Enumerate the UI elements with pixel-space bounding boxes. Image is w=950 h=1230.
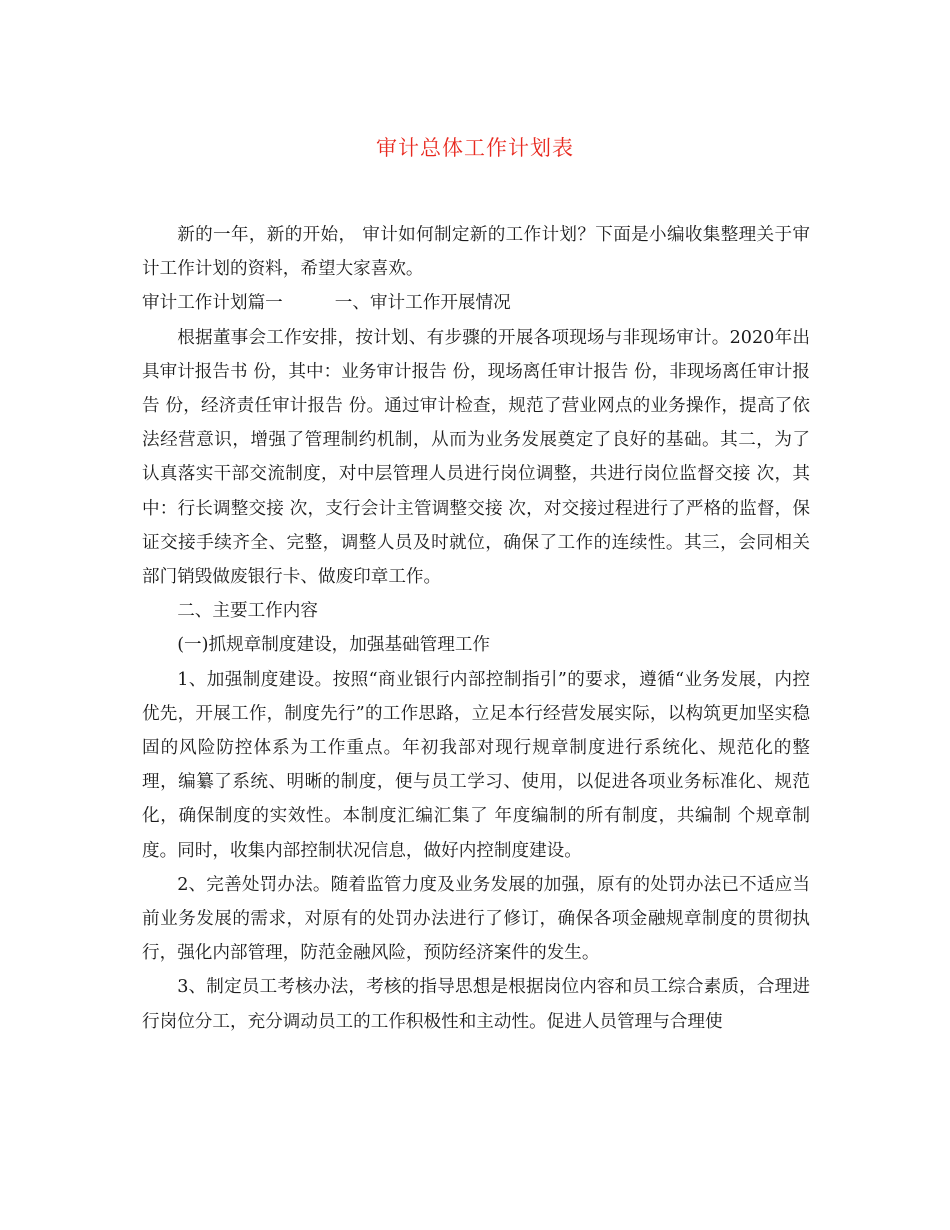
- intro-paragraph: 新的一年，新的开始， 审计如何制定新的工作计划？下面是小编收集整理关于审计工作计划的资料，希望大家喜欢。: [142, 225, 810, 280]
- section1-heading: 一、审计工作开展情况: [334, 293, 511, 314]
- item3-paragraph: 3、制定员工考核办法，考核的指导思想是根据岗位内容和员工综合素质，合理进行岗位分工，充分调动员工的工作积极性和主动性。促进人员管理与合理使: [142, 977, 810, 1032]
- part-heading-line: [142, 286, 810, 320]
- item2-paragraph: 2、完善处罚办法。随着监管力度及业务发展的加强，原有的处罚办法已不适应当前业务发展的需求，对原有的处罚办法进行了修订，确保各项金融规章制度的贯彻执行，强化内部管理，防范金融风险，预防经济案件的发生。: [142, 874, 810, 964]
- subsection1-heading: (一)抓规章制度建设，加强基础管理工作: [177, 635, 491, 656]
- document-title: 审计总体工作计划表: [376, 136, 574, 160]
- document-body: [142, 218, 810, 1039]
- part-label: 审计工作计划篇一: [142, 293, 283, 314]
- item1-paragraph: 1、加强制度建设。按照“商业银行内部控制指引”的要求，遵循“业务发展，内控优先，开展工作，制度先行”的工作思路，立足本行经营发展实际，以构筑更加坚实稳固的风险防控体系为工作重点。年初我部对现行规章制度进行系统化、规范化的整理，编纂了系统、明晰的制度，便与员工学习、使用，以促进各项业务标准化、规范化，确保制度的实效性。本制度汇编汇集了 年度编制的所有制度，共编制 个规章制度。同时，收集内部控制状况信息，做好内控制度建设。: [142, 669, 810, 861]
- section2-heading: 二、主要工作内容: [177, 601, 318, 622]
- section1-paragraph: 根据董事会工作安排，按计划、有步骤的开展各项现场与非现场审计。2020年出具审计报告书 份，其中：业务审计报告 份，现场离任审计报告 份，非现场离任审计报告 份，经济责任审计报告 份。通过审计检查，规范了营业网点的业务操作，提高了依法经营意识，增强了管理制约机制，从而为业务发展奠定了良好的基础。其二，为了认真落实干部交流制度，对中层管理人员进行岗位调整，共进行岗位监督交接 次，其中：行长调整交接 次，支行会计主管调整交接 次，对交接过程进行了严格的监督，保证交接手续齐全、完整，调整人员及时就位，确保了工作的连续性。其三，会同相关部门销毁做废银行卡、做废印章工作。: [142, 327, 810, 588]
